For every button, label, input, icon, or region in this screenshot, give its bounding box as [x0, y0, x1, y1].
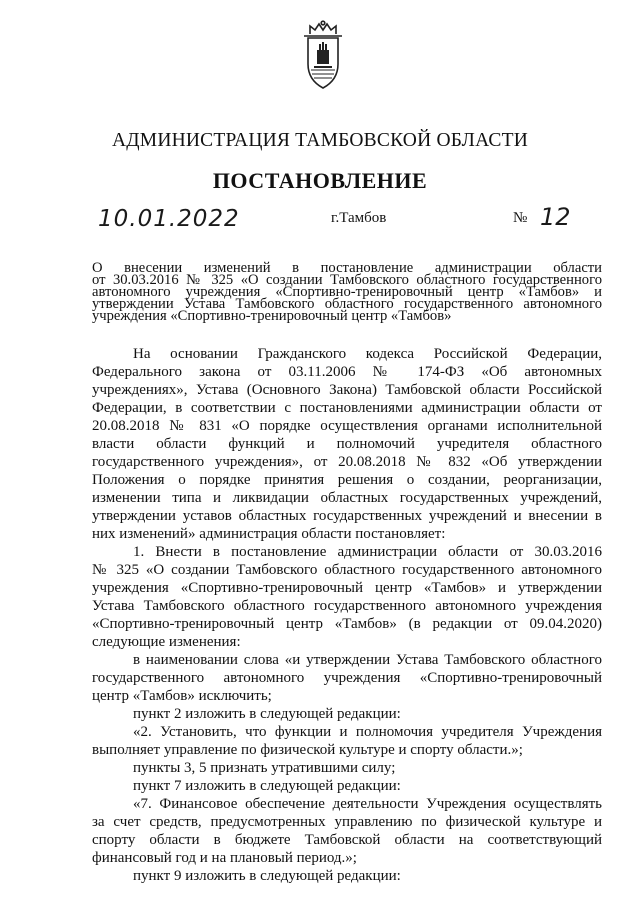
body-line: государственного автономного учреждения «Спортивно-тренировочный	[92, 670, 602, 686]
handwritten-date: 10.01.2022	[98, 206, 240, 232]
body-line: Положения о порядке принятия решения о создании, реорганизации,	[92, 472, 602, 488]
body-line: Федерального закона от 03.11.2006 № 174-ФЗ «Об автономных	[92, 364, 602, 380]
body-line: «7. Финансовое обеспечение деятельности Учреждения осуществлять	[133, 796, 602, 812]
subject-line: от 30.03.2016 № 325 «О создании Тамбовского областного государственного	[92, 272, 602, 288]
body-line: изменении типа и ликвидации областных государственных учреждений,	[92, 490, 602, 506]
body-line: № 325 «О создании Тамбовского областного государственного автономного	[92, 562, 602, 578]
subject-line: учреждения «Спортивно-тренировочный центр «Тамбов»	[92, 308, 452, 324]
body-line: «2. Установить, что функции и полномочия учредителя Учреждения	[133, 724, 602, 740]
body-line: «Спортивно-тренировочный центр «Тамбов» (в редакции от 09.04.2020)	[92, 616, 602, 632]
body-line: утверждении уставов областных государственных учреждений и внесении в	[92, 508, 602, 524]
city-label: г.Тамбов	[331, 210, 387, 226]
subject-line: утверждении Устава Тамбовского областного государственного автономного	[92, 296, 602, 312]
body-line: На основании Гражданского кодекса Российской Федерации,	[133, 346, 602, 362]
body-line: Федерации, в соответствии с постановлениями администрации области от	[92, 400, 602, 416]
body-line: Устава Тамбовского областного государственного автономного учреждения	[92, 598, 602, 614]
body-line: выполняет управление по физической культуре и спорту области.»;	[92, 742, 523, 758]
subject-line: О внесении изменений в постановление администрации области	[92, 260, 602, 276]
body-line: учреждения «Спортивно-тренировочный центр «Тамбов» и утверждении	[92, 580, 602, 596]
body-line: спорту области в бюджете Тамбовской области на соответствующий	[92, 832, 602, 848]
body-line: 1. Внести в постановление администрации области от 30.03.2016	[133, 544, 602, 560]
body-line: пункт 2 изложить в следующей редакции:	[133, 706, 401, 722]
document-type-title: ПОСТАНОВЛЕНИЕ	[212, 168, 428, 193]
body-line: следующие изменения:	[92, 634, 241, 650]
body-line: центр «Тамбов» исключить;	[92, 688, 272, 704]
body-line: в наименовании слова «и утверждении Устава Тамбовского областного	[133, 652, 602, 668]
body-line: пункт 9 изложить в следующей редакции:	[133, 868, 401, 884]
body-line: пункт 7 изложить в следующей редакции:	[133, 778, 401, 794]
body-line: финансовый год и на плановый период.»;	[92, 850, 357, 866]
body-line: пункты 3, 5 признать утратившими силу;	[133, 760, 396, 776]
body-line: за счет средств, предусмотренных управлению по физической культуре и	[92, 814, 602, 830]
handwritten-number: 12	[540, 203, 571, 231]
body-line: учреждениях», Устава (Основного Закона) Тамбовской области Российской	[92, 382, 602, 398]
organization-name: АДМИНИСТРАЦИЯ ТАМБОВСКОЙ ОБЛАСТИ	[112, 130, 528, 151]
body-line: них изменений» администрация области постановляет:	[92, 526, 446, 542]
number-label: №	[513, 210, 528, 226]
body-line: власти области функций и полномочий учредителя областного	[92, 436, 602, 452]
coat-of-arms-emblem	[298, 20, 348, 92]
body-line: государственного учреждения», от 20.08.2018 № 832 «Об утверждении	[92, 454, 602, 470]
body-line: 20.08.2018 № 831 «О порядке осуществления органами исполнительной	[92, 418, 602, 434]
subject-line: автономного учреждения «Спортивно-тренировочный центр «Тамбов» и	[92, 284, 602, 300]
